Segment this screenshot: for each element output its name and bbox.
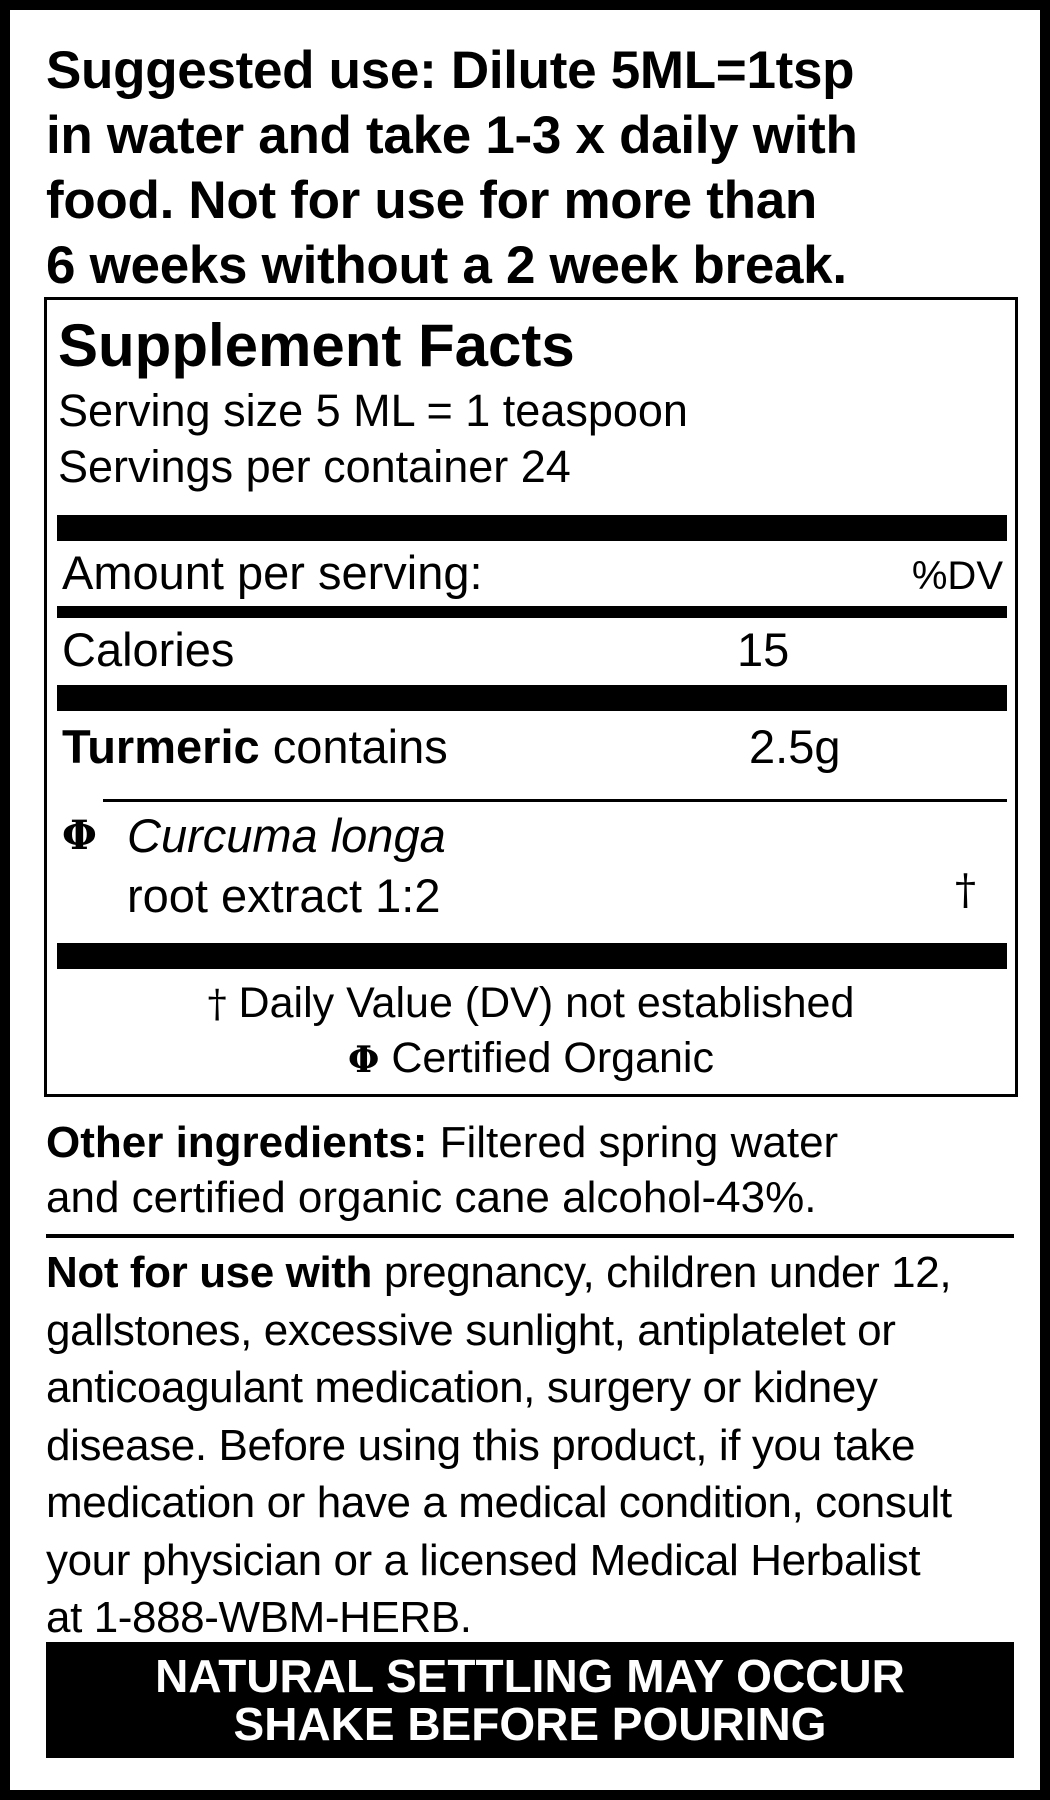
footnote-dv — [47, 976, 1015, 1032]
footnote-organic-text: Certified Organic — [391, 1034, 714, 1082]
organic-symbol-icon: Φ — [62, 812, 97, 859]
ingredient-detail: root extract 1:2 — [127, 869, 441, 922]
suggested-use-line: Suggested use: Dilute 5ML=1tsp — [46, 41, 855, 100]
medium-divider — [57, 606, 1007, 618]
warning-line: at 1-888-WBM-HERB. — [46, 1593, 472, 1642]
footnote-organic — [47, 1031, 1015, 1088]
turmeric-amount: 2.5g — [749, 720, 841, 773]
warning-line: disease. Before using this product, if you take — [46, 1420, 916, 1470]
suggested-use-line: 6 weeks without a 2 week break. — [46, 236, 847, 295]
warning-line: anticoagulant medication, surgery or kidney — [46, 1363, 878, 1412]
calories-label: Calories — [62, 623, 235, 676]
footnote-dv-text: Daily Value (DV) not established — [238, 979, 855, 1027]
dagger-icon: † — [955, 865, 976, 914]
thick-divider — [57, 685, 1007, 711]
warning-label: Not for use with — [46, 1248, 373, 1297]
warning-text — [46, 1244, 1036, 1647]
warning-line: your physician or a licensed Medical Herbalist — [46, 1535, 921, 1585]
servings-per-container: Servings per container 24 — [58, 441, 571, 492]
suggested-use — [46, 38, 1036, 298]
other-ingredients-text: and certified organic cane alcohol-43%. — [46, 1173, 817, 1222]
thin-divider — [103, 799, 1007, 802]
turmeric-row-label — [62, 717, 448, 777]
amount-per-serving-header: Amount per serving: — [62, 546, 483, 599]
warning-line: pregnancy, children under 12, — [372, 1248, 952, 1297]
calories-value: 15 — [737, 623, 790, 676]
thick-divider — [57, 515, 1007, 541]
turmeric-name: Turmeric — [62, 720, 260, 773]
warning-line: gallstones, excessive sunlight, antiplatelet or — [46, 1305, 896, 1355]
other-ingredients-text: Filtered spring water — [427, 1118, 839, 1167]
supplement-facts-panel — [44, 297, 1018, 1097]
turmeric-contains: contains — [259, 720, 448, 773]
warning-line: medication or have a medical condition, consult — [46, 1478, 952, 1527]
other-ingredients-label: Other ingredients: — [46, 1118, 428, 1167]
suggested-use-line: in water and take 1-3 x daily with — [46, 106, 858, 165]
dv-header: %DV — [911, 554, 1003, 598]
ingredient-name: Curcuma longa — [127, 809, 446, 862]
banner-line: SHAKE BEFORE POURING — [233, 1698, 827, 1750]
serving-size: Serving size 5 ML = 1 teaspoon — [58, 385, 688, 436]
suggested-use-line: food. Not for use for more than — [46, 171, 817, 230]
section-divider — [46, 1234, 1014, 1238]
thick-divider — [57, 943, 1007, 969]
shake-banner — [46, 1642, 1014, 1758]
organic-symbol-icon: Φ — [348, 1039, 380, 1081]
banner-line: NATURAL SETTLING MAY OCCUR — [155, 1650, 905, 1702]
supplement-facts-title: Supplement Facts — [58, 312, 575, 379]
dagger-icon: † — [207, 982, 227, 1026]
other-ingredients — [46, 1115, 1026, 1225]
